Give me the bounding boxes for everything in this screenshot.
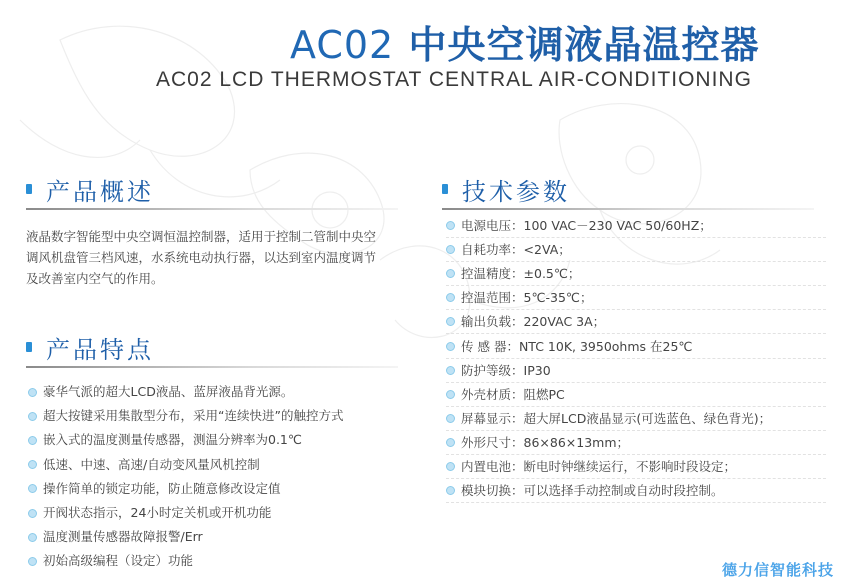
spec-row: 电源电压： 100 VAC－230 VAC 50/60HZ； [446,214,826,238]
bullet-icon [28,436,37,445]
brand-watermark: 德力信智能科技 [722,561,835,579]
bullet-icon [28,557,37,566]
bullet-icon [28,509,37,518]
specs-divider [442,208,814,210]
list-item: 超大按键采用集散型分布，采用“连续快进”的触控方式 [28,404,408,428]
specs-heading [442,172,742,208]
bullet-icon [446,390,455,399]
specs-list [446,214,826,503]
spec-row: 内置电池： 断电时钟继续运行，不影响时段设定； [446,455,826,479]
bullet-icon [28,484,37,493]
bullet-icon [446,245,455,254]
list-item: 豪华气派的超大LCD液晶、蓝屏液晶背光源。 [28,380,408,404]
bullet-icon [446,486,455,495]
spec-row: 控温范围： 5℃-35℃； [446,286,826,310]
features-heading-text: 产品特点 [46,336,154,364]
spec-row: 自耗功率： <2VA； [446,238,826,262]
bullet-icon [446,293,455,302]
heading-marker-icon [26,184,32,194]
features-heading [26,330,326,366]
specs-heading-text: 技术参数 [462,178,570,206]
heading-marker-icon [26,342,32,352]
bullet-icon [446,342,455,351]
spec-row: 外形尺寸： 86×86×13mm； [446,431,826,455]
bullet-icon [28,460,37,469]
list-item: 操作简单的锁定功能，防止随意修改设定值 [28,477,408,501]
overview-divider [26,208,398,210]
title-code: AC02 [290,23,395,67]
page-subtitle: AC02 LCD THERMOSTAT CENTRAL AIR-CONDITIONING [156,68,752,91]
bullet-icon [446,269,455,278]
list-item: 温度测量传感器故障报警/Err [28,525,408,549]
bullet-icon [446,221,455,230]
bullet-icon [446,462,455,471]
bullet-icon [446,366,455,375]
bullet-icon [446,317,455,326]
list-item: 初始高级编程（设定）功能 [28,549,408,573]
title-chinese: 中央空调液晶温控器 [408,23,760,67]
page-title [290,14,830,66]
list-item: 开阀状态指示，24小时定关机或开机功能 [28,501,408,525]
heading-marker-icon [442,184,448,194]
list-item: 低速、中速、高速/自动变风量风机控制 [28,453,408,477]
bullet-icon [28,412,37,421]
list-item: 嵌入式的温度测量传感器，测温分辨率为0.1℃ [28,428,408,452]
spec-row: 防护等级： IP30 [446,359,826,383]
bullet-icon [28,533,37,542]
spec-row: 输出负载： 220VAC 3A； [446,310,826,334]
bullet-icon [446,438,455,447]
spec-row: 模块切换： 可以选择手动控制或自动时段控制。 [446,479,826,503]
bullet-icon [446,414,455,423]
spec-row: 屏幕显示： 超大屏LCD液晶显示(可选蓝色、绿色背光)； [446,407,826,431]
spec-row: 控温精度： ±0.5℃； [446,262,826,286]
overview-heading [26,172,326,208]
bullet-icon [28,388,37,397]
overview-body: 液晶数字智能型中央空调恒温控制器，适用于控制二管制中央空调风机盘管三档风速，水系统电动执行器，以达到室内温度调节及改善室内空气的作用。 [26,229,377,286]
spec-row: 传 感 器： NTC 10K, 3950ohms 在25℃ [446,334,826,358]
spec-row: 外壳材质： 阻燃PC [446,383,826,407]
overview-heading-text: 产品概述 [46,178,154,206]
features-list [28,380,408,574]
features-divider [26,366,398,368]
